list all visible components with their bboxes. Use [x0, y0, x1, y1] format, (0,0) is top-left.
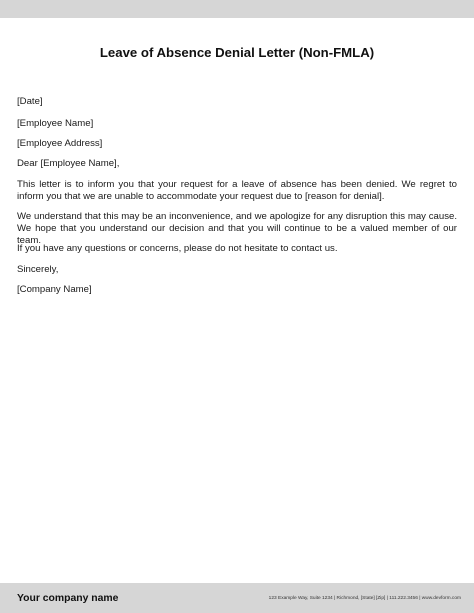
salutation: Dear [Employee Name], — [17, 158, 120, 169]
footer-address: 123 Example Way, Suite 1234 | Richmond, [State] [Zip] | 111.222.3456 | www.devform.com — [268, 596, 461, 601]
employee-address-placeholder: [Employee Address] — [17, 138, 103, 149]
footer-company-name: Your company name — [17, 593, 119, 604]
document-title: Leave of Absence Denial Letter (Non-FMLA) — [99, 45, 375, 60]
body-paragraph-3: If you have any questions or concerns, please do not hesitate to contact us. — [17, 243, 338, 254]
employee-name-placeholder: [Employee Name] — [17, 118, 94, 129]
closing: Sincerely, — [17, 264, 59, 275]
date-placeholder: [Date] — [17, 96, 43, 107]
header-band — [0, 0, 474, 18]
body-paragraph-2: We understand that this may be an inconvenience, and we apologize for any disruption this may cause. We hope that you understand our decision and that you will continue to be a valued member of our team. — [17, 211, 457, 246]
signature-placeholder: [Company Name] — [17, 284, 92, 295]
body-paragraph-1: This letter is to inform you that your request for a leave of absence has been denied. We regret to inform you that we are unable to accommodate your request due to [reason for denial]. — [17, 179, 457, 202]
